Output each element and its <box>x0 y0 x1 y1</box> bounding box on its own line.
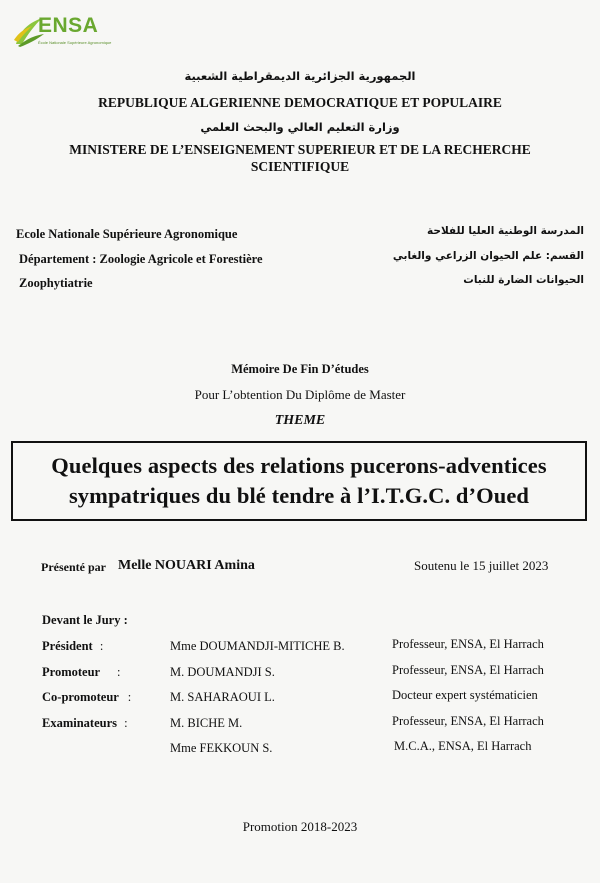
promotion: Promotion 2018-2023 <box>242 819 358 834</box>
header-fr-republic: REPUBLIQUE ALGERIENNE DEMOCRATIQUE ET POPULAIRE <box>98 95 502 110</box>
defense-date: Soutenu le 15 juillet 2023 <box>414 558 549 573</box>
jury-title: Professeur, ENSA, El Harrach <box>392 663 544 677</box>
jury-name: M. SAHARAOUI L. <box>170 690 275 704</box>
fr-specialty: Zoophytiatrie <box>19 276 93 290</box>
theme-label: THEME <box>274 413 326 428</box>
theme-box <box>11 441 587 521</box>
ar-department: القسم: علم الحيوان الزراعي والغابي <box>392 250 584 262</box>
header-fr-ministry-1: MINISTERE DE L’ENSEIGNEMENT SUPERIEUR ET DE LA RECHERCHE <box>69 142 531 157</box>
jury-title: M.C.A., ENSA, El Harrach <box>394 739 532 753</box>
logo-subtitle: École Nationale Supérieure Agronomique <box>38 40 112 45</box>
jury-name: Mme FEKKOUN S. <box>170 741 273 755</box>
jury-role: Promoteur : <box>42 665 121 679</box>
jury-title: Professeur, ENSA, El Harrach <box>392 714 544 728</box>
theme-line-1: Quelques aspects des relations pucerons-adventices <box>51 453 547 478</box>
ensa-logo <box>10 6 110 56</box>
logo-text: ENSA <box>38 14 99 37</box>
jury-label: Devant le Jury : <box>42 613 128 627</box>
header-fr-ministry-2: SCIENTIFIQUE <box>250 159 350 174</box>
theme-line-2: sympatriques du blé tendre à l’I.T.G.C. d’Oued <box>68 483 530 508</box>
jury-name: M. DOUMANDJI S. <box>170 665 275 679</box>
fr-department: Département : Zoologie Agricole et Forestière <box>19 252 263 266</box>
presented-by-label: Présenté par <box>41 560 106 574</box>
jury-title: Docteur expert systématicien <box>392 688 538 702</box>
header-ar-ministry: وزارة التعليم العالي والبحث العلمي <box>200 120 400 134</box>
jury-title: Professeur, ENSA, El Harrach <box>392 637 544 651</box>
fr-school: Ecole Nationale Supérieure Agronomique <box>16 227 238 241</box>
ar-specialty: الحيوانات الضارة للنبات <box>463 274 584 286</box>
header-ar-republic: الجمهورية الجزائرية الديمقراطية الشعبية <box>184 69 416 83</box>
jury-name: M. BICHE M. <box>170 716 243 730</box>
jury-role: Président : <box>42 639 104 653</box>
memoire-title: Mémoire De Fin D’études <box>231 362 369 376</box>
memoire-purpose: Pour L’obtention Du Diplôme de Master <box>194 387 406 402</box>
jury-role: Examinateurs : <box>42 716 128 730</box>
jury-role: Co-promoteur : <box>42 690 132 704</box>
presenter-name: Melle NOUARI Amina <box>118 558 255 573</box>
ar-school: المدرسة الوطنية العليا للفلاحة <box>427 225 584 237</box>
jury-name: Mme DOUMANDJI-MITICHE B. <box>170 639 345 653</box>
